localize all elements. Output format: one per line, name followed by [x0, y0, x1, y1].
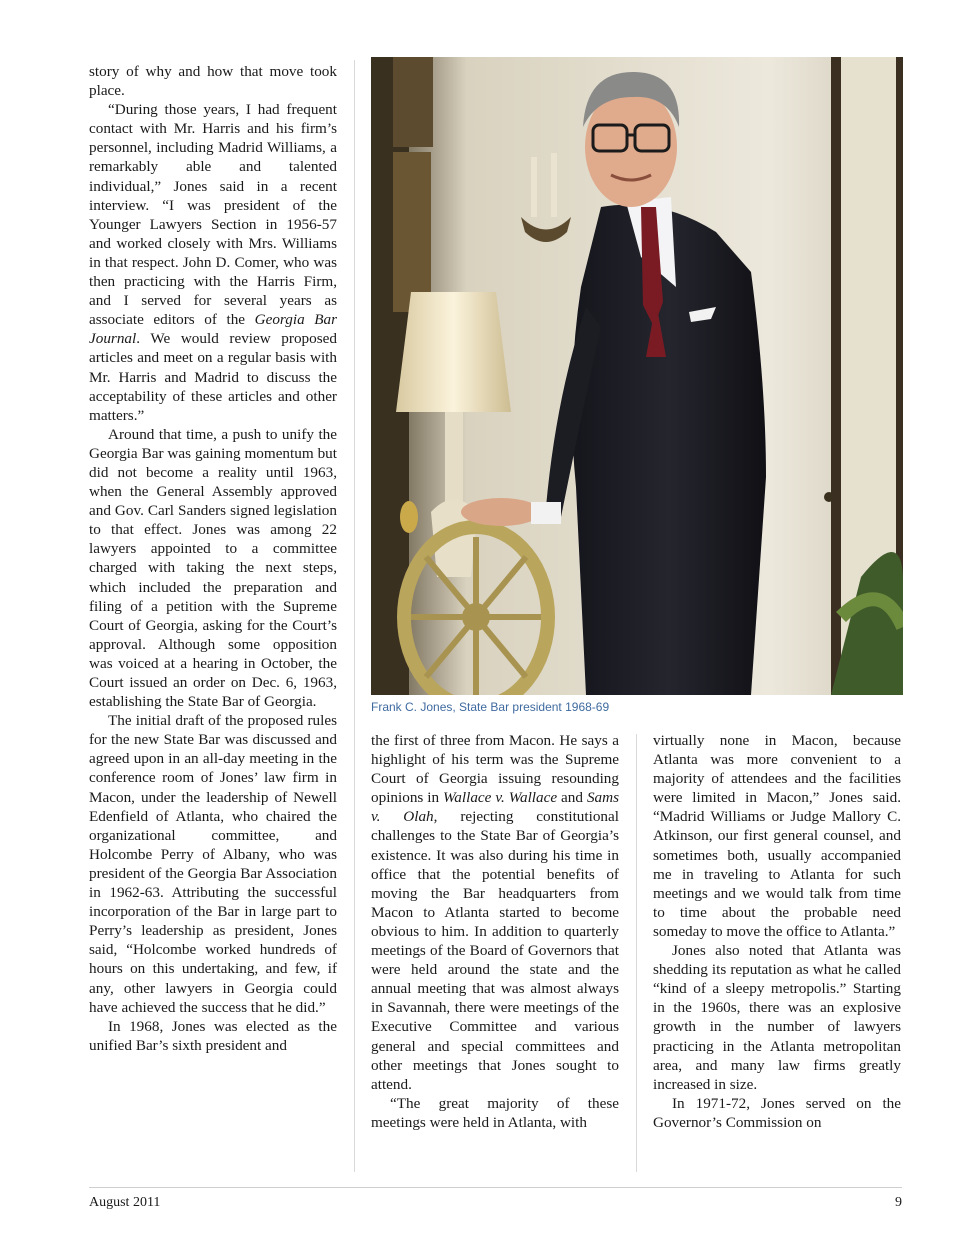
right-column	[653, 731, 901, 1132]
case-name: Sams v. Olah	[371, 789, 620, 826]
paragraph-text: and	[557, 789, 587, 807]
paragraph	[89, 100, 337, 425]
publication-title: Georgia Bar Journal	[89, 311, 338, 348]
portrait-illustration	[371, 57, 903, 695]
footer-divider	[89, 1187, 902, 1188]
paragraph-text: , rejecting constitutional challenges to the State Bar of Georgia’s existence. It was also during his time in office that the potential benefits of moving the Bar headquarters from Macon to Atlanta started to become obvious to him. In addition to quarterly meetings of the Board of Governors that were held around the state and the annual meeting that was almost always in Savannah, there were meetings of the Executive Committee and various general and special committees and other meetings that Jones sought to attend.	[371, 808, 619, 1093]
paragraph: “The great majority of these meetings were held in Atlanta, with	[371, 1094, 619, 1131]
paragraph: story of why and how that move took place.	[89, 63, 337, 100]
paragraph: In 1968, Jones was elected as the unified Bar’s sixth president and	[89, 1017, 337, 1054]
column-divider	[636, 734, 637, 1172]
issue-date: August 2011	[89, 1195, 161, 1210]
paragraph-text: . We would review proposed articles and meet on a regular basis with Mr. Harris and Madrid to discuss the acceptability of these articles and other matters.”	[89, 330, 337, 424]
paragraph: The initial draft of the proposed rules for the new State Bar was discussed and agreed upon in an all-day meeting in the conference room of Jones’ law firm in Macon, under the leadership of Newell Edenfield of Atlanta, who chaired the organizational committee, and Holcombe Perry of Albany, who was president of the Georgia Bar Association in 1962-63. Attributing the successful incorporation of the Bar in large part to Perry’s leadership as president, Jones said, “Holcombe worked hundreds of hours on this undertaking, and few, if any, other lawyers in Georgia could have achieved the success that he did.”	[89, 712, 337, 1016]
case-name: Wallace v. Wallace	[443, 789, 558, 807]
paragraph	[371, 731, 619, 1094]
paragraph: In 1971-72, Jones served on the Governor’s Commission on	[653, 1094, 901, 1131]
photo-caption: Frank C. Jones, State Bar president 1968-69	[371, 700, 610, 714]
paragraph: Around that time, a push to unify the Georgia Bar was gaining momentum but did not become a reality until 1963, when the General Assembly approved and Gov. Carl Sanders signed legislation to that effect. Jones was among 22 lawyers appointed to a committee charged with taking the next steps, which included the preparation and filing of a petition with the Supreme Court of Georgia, asking for the Court’s approval. Although some opposition was voiced at a hearing in October, the Court issued an order on Dec. 6, 1963, establishing the State Bar of Georgia.	[89, 425, 337, 711]
paragraph: Jones also noted that Atlanta was shedding its reputation as what he called “kind of a sleepy metropolis.” Starting in the 1960s, there was an explosive growth in the number of lawyers practicing in the Atlanta metropolitan area, and many law firms greatly increased in size.	[653, 942, 901, 1093]
portrait-photo	[371, 57, 903, 695]
middle-column	[371, 731, 619, 1132]
column-divider	[354, 60, 355, 1172]
paragraph-text: the first of three from Macon. He says a highlight of his term was the Supreme Court of Georgia issuing resounding opinions in	[371, 732, 619, 807]
paragraph-text: “During those years, I had frequent contact with Mr. Harris and his firm’s personnel, including Madrid Williams, a remarkably able and talented individual,” Jones said in a recent interview. “I was president of the Younger Lawyers Section in 1956-57 and worked closely with Mrs. Williams in that respect. John D. Comer, who was then practicing with the Harris Firm, and I served for several years as associate editors of the	[89, 101, 337, 329]
paragraph: virtually none in Macon, because Atlanta was more convenient to a majority of attendees and the facilities were limited in Macon,” Jones said. “Madrid Williams or Judge Mallory C. Atkinson, our first general counsel, and sometimes both, usually accompanied me in traveling to Atlanta for such meetings and we would talk from time to time about the probable need someday to move the office to Atlanta.”	[653, 732, 901, 940]
left-column	[89, 62, 337, 1055]
page-number: 9	[895, 1195, 902, 1210]
